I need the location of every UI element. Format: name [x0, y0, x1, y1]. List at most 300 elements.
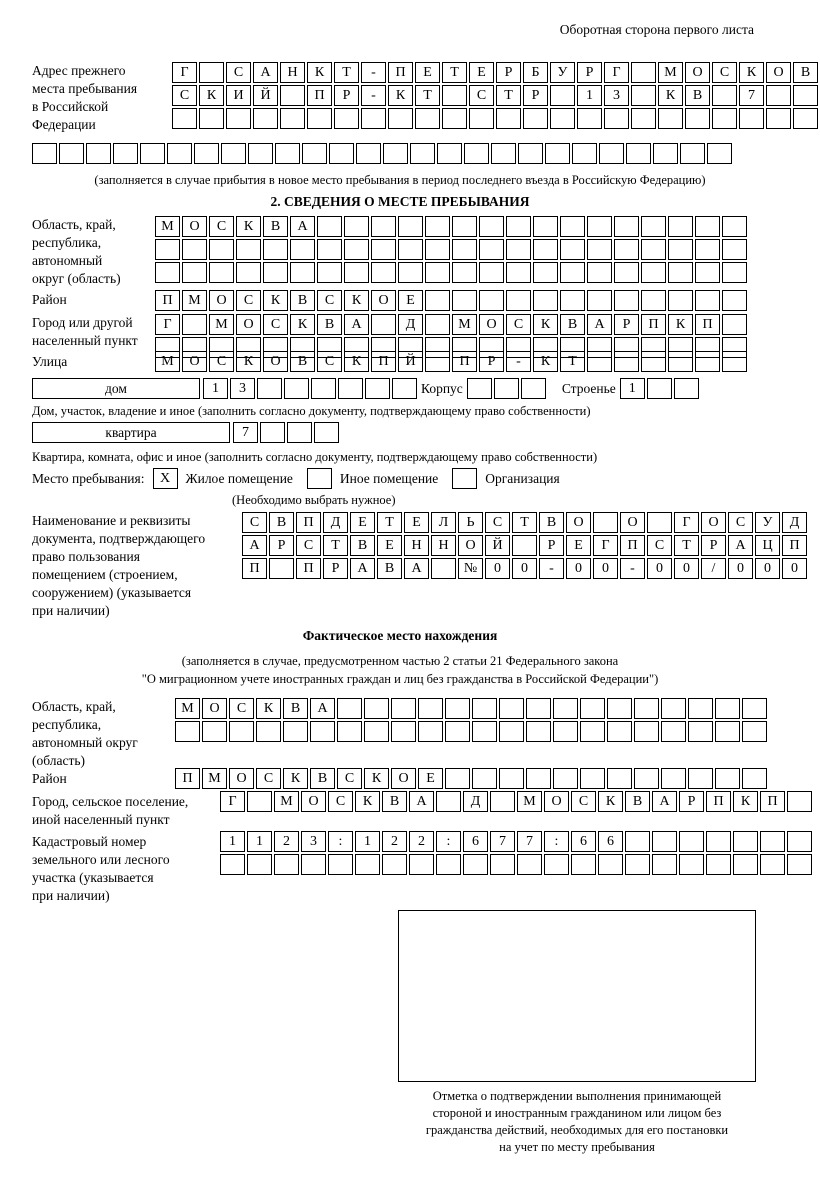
- document-cell[interactable]: Е: [350, 512, 375, 533]
- actual-region-cell[interactable]: [688, 698, 713, 719]
- actual-district-cell[interactable]: [553, 768, 578, 789]
- region-cell[interactable]: [182, 239, 207, 260]
- actual-region-cell[interactable]: [742, 698, 767, 719]
- city-cell[interactable]: С: [263, 314, 288, 335]
- prev-address-cell[interactable]: [442, 108, 467, 129]
- prev-address-cell[interactable]: [550, 85, 575, 106]
- prev-address-cell[interactable]: К: [739, 62, 764, 83]
- actual-region-cell[interactable]: [310, 721, 335, 742]
- prev-address-cell[interactable]: [631, 108, 656, 129]
- prev-address-cell[interactable]: [248, 143, 273, 164]
- prev-address-cell[interactable]: [658, 108, 683, 129]
- document-cell[interactable]: О: [566, 512, 591, 533]
- city-cell[interactable]: [722, 314, 747, 335]
- actual-district-cell[interactable]: [688, 768, 713, 789]
- cadastre-cell[interactable]: [706, 831, 731, 852]
- region-cell[interactable]: [722, 216, 747, 237]
- prev-address-cell[interactable]: [302, 143, 327, 164]
- cadastre-cell[interactable]: 2: [274, 831, 299, 852]
- actual-district-cell[interactable]: [499, 768, 524, 789]
- document-cell[interactable]: А: [728, 535, 753, 556]
- cadastre-cell[interactable]: [733, 854, 758, 875]
- street-cell[interactable]: О: [182, 351, 207, 372]
- prev-address-cell[interactable]: [545, 143, 570, 164]
- document-cell[interactable]: Д: [782, 512, 807, 533]
- actual-region-cell[interactable]: [175, 721, 200, 742]
- korpus-cell[interactable]: [494, 378, 519, 399]
- flat-line[interactable]: [32, 422, 341, 443]
- cadastre-cell[interactable]: 6: [463, 831, 488, 852]
- district-cell[interactable]: Е: [398, 290, 423, 311]
- actual-city-cell[interactable]: С: [328, 791, 353, 812]
- city-cell[interactable]: К: [290, 314, 315, 335]
- region-cell[interactable]: [560, 216, 585, 237]
- prev-address-cell[interactable]: [604, 108, 629, 129]
- cadastre-cell[interactable]: [760, 854, 785, 875]
- actual-region-cell[interactable]: [337, 721, 362, 742]
- district-cell[interactable]: [425, 290, 450, 311]
- city-cell[interactable]: А: [344, 314, 369, 335]
- prev-address-cell[interactable]: П: [388, 62, 413, 83]
- city-cell[interactable]: П: [641, 314, 666, 335]
- street-cell[interactable]: О: [263, 351, 288, 372]
- street-cell[interactable]: П: [452, 351, 477, 372]
- actual-city-cell[interactable]: С: [571, 791, 596, 812]
- document-cell[interactable]: [593, 512, 618, 533]
- actual-region-cell[interactable]: [742, 721, 767, 742]
- cadastre-cell[interactable]: :: [328, 831, 353, 852]
- actual-region-cell[interactable]: [418, 721, 443, 742]
- prev-address-cell[interactable]: [415, 108, 440, 129]
- actual-region-cell[interactable]: [607, 698, 632, 719]
- city-cell[interactable]: О: [236, 314, 261, 335]
- cadastre-cell[interactable]: 1: [247, 831, 272, 852]
- region-cell[interactable]: [695, 216, 720, 237]
- stamp-box[interactable]: [398, 910, 756, 1082]
- checkbox-organizaciya[interactable]: [452, 468, 477, 489]
- region-cell[interactable]: [479, 216, 504, 237]
- region-cell[interactable]: [587, 239, 612, 260]
- flat-cell[interactable]: [260, 422, 285, 443]
- house-cell[interactable]: [338, 378, 363, 399]
- prev-address-cell[interactable]: [572, 143, 597, 164]
- actual-city-cell[interactable]: [490, 791, 515, 812]
- region-cell[interactable]: [479, 239, 504, 260]
- prev-address-cell[interactable]: [739, 108, 764, 129]
- district-cell[interactable]: К: [344, 290, 369, 311]
- region-cell[interactable]: [668, 262, 693, 283]
- house-cell[interactable]: 3: [230, 378, 255, 399]
- actual-region-cell[interactable]: О: [202, 698, 227, 719]
- prev-address-cell[interactable]: [577, 108, 602, 129]
- district-cell[interactable]: П: [155, 290, 180, 311]
- cadastre-cell[interactable]: [409, 854, 434, 875]
- prev-address-cell[interactable]: [464, 143, 489, 164]
- prev-address-cell[interactable]: [496, 108, 521, 129]
- region-cell[interactable]: [479, 262, 504, 283]
- actual-region-cell[interactable]: [229, 721, 254, 742]
- document-cell[interactable]: Е: [377, 535, 402, 556]
- city-cell[interactable]: М: [452, 314, 477, 335]
- document-cell[interactable]: П: [296, 512, 321, 533]
- actual-district-cell[interactable]: [607, 768, 632, 789]
- city-cell[interactable]: О: [479, 314, 504, 335]
- house-line[interactable]: [32, 378, 701, 399]
- actual-region-cell[interactable]: [472, 698, 497, 719]
- document-cell[interactable]: /: [701, 558, 726, 579]
- document-cell[interactable]: Л: [431, 512, 456, 533]
- actual-city-cell[interactable]: Р: [679, 791, 704, 812]
- district-cell[interactable]: [722, 290, 747, 311]
- stroenie-cells[interactable]: [620, 378, 701, 399]
- region-cell[interactable]: [452, 216, 477, 237]
- checkbox-inoe[interactable]: [307, 468, 332, 489]
- document-cell[interactable]: А: [350, 558, 375, 579]
- document-cell[interactable]: П: [620, 535, 645, 556]
- actual-city-cell[interactable]: В: [382, 791, 407, 812]
- actual-district-cell[interactable]: [526, 768, 551, 789]
- cadastre-cell[interactable]: [247, 854, 272, 875]
- actual-city-cell[interactable]: [436, 791, 461, 812]
- city-cell[interactable]: [425, 314, 450, 335]
- region-cells[interactable]: [155, 216, 749, 285]
- cadastre-cell[interactable]: 7: [517, 831, 542, 852]
- district-cell[interactable]: К: [263, 290, 288, 311]
- actual-region-cell[interactable]: [445, 721, 470, 742]
- document-cell[interactable]: С: [485, 512, 510, 533]
- street-cell[interactable]: Р: [479, 351, 504, 372]
- region-cell[interactable]: [641, 262, 666, 283]
- region-cell[interactable]: [236, 262, 261, 283]
- street-cell[interactable]: М: [155, 351, 180, 372]
- city-cell[interactable]: [371, 314, 396, 335]
- cadastre-cell[interactable]: [706, 854, 731, 875]
- prev-address-cell[interactable]: [388, 108, 413, 129]
- region-cell[interactable]: [398, 239, 423, 260]
- document-cell[interactable]: А: [242, 535, 267, 556]
- document-cell[interactable]: Ь: [458, 512, 483, 533]
- actual-district-cell[interactable]: К: [283, 768, 308, 789]
- cadastre-cell[interactable]: [598, 854, 623, 875]
- actual-region-cell[interactable]: С: [229, 698, 254, 719]
- prev-address-cell[interactable]: С: [712, 62, 737, 83]
- document-cell[interactable]: Г: [593, 535, 618, 556]
- actual-region-cell[interactable]: [553, 721, 578, 742]
- street-cell[interactable]: [695, 351, 720, 372]
- document-cell[interactable]: 0: [485, 558, 510, 579]
- actual-district-cell[interactable]: К: [364, 768, 389, 789]
- street-cell[interactable]: [668, 351, 693, 372]
- document-cell[interactable]: №: [458, 558, 483, 579]
- prev-address-cell[interactable]: [199, 108, 224, 129]
- region-cell[interactable]: [236, 239, 261, 260]
- actual-district-cell[interactable]: [634, 768, 659, 789]
- actual-region-cell[interactable]: А: [310, 698, 335, 719]
- document-cell[interactable]: Т: [377, 512, 402, 533]
- region-cell[interactable]: [506, 216, 531, 237]
- region-cell[interactable]: [263, 262, 288, 283]
- prev-address-cell[interactable]: [307, 108, 332, 129]
- document-cell[interactable]: П: [242, 558, 267, 579]
- house-cell[interactable]: [365, 378, 390, 399]
- document-cell[interactable]: П: [296, 558, 321, 579]
- cadastre-cell[interactable]: 1: [355, 831, 380, 852]
- cadastre-cell[interactable]: [652, 831, 677, 852]
- prev-address-cell[interactable]: [442, 85, 467, 106]
- prev-address-cell[interactable]: [253, 108, 278, 129]
- prev-address-cell[interactable]: [383, 143, 408, 164]
- document-cell[interactable]: 0: [728, 558, 753, 579]
- city-cell[interactable]: Р: [614, 314, 639, 335]
- actual-district-cell[interactable]: О: [391, 768, 416, 789]
- district-cell[interactable]: [533, 290, 558, 311]
- actual-city-cell[interactable]: [787, 791, 812, 812]
- region-cell[interactable]: [317, 262, 342, 283]
- street-cells[interactable]: [155, 351, 749, 372]
- cadastre-cell[interactable]: 6: [598, 831, 623, 852]
- actual-region-cell[interactable]: [634, 698, 659, 719]
- prev-address-cell[interactable]: [226, 108, 251, 129]
- actual-region-cell[interactable]: [499, 698, 524, 719]
- region-cell[interactable]: [695, 262, 720, 283]
- flat-cell[interactable]: [287, 422, 312, 443]
- cadastre-cell[interactable]: [382, 854, 407, 875]
- prev-address-cell[interactable]: С: [226, 62, 251, 83]
- district-cells[interactable]: [155, 290, 749, 311]
- district-cell[interactable]: [641, 290, 666, 311]
- prev-address-cell[interactable]: Р: [523, 85, 548, 106]
- actual-district-cell[interactable]: Е: [418, 768, 443, 789]
- prev-address-cell[interactable]: -: [361, 85, 386, 106]
- region-cell[interactable]: [533, 262, 558, 283]
- place-type-row[interactable]: [32, 468, 560, 489]
- city-cell[interactable]: М: [209, 314, 234, 335]
- document-cell[interactable]: 0: [674, 558, 699, 579]
- region-cell[interactable]: [695, 239, 720, 260]
- region-cell[interactable]: О: [182, 216, 207, 237]
- house-cells[interactable]: [203, 378, 419, 399]
- prev-address-cell[interactable]: [491, 143, 516, 164]
- actual-region-cell[interactable]: [580, 721, 605, 742]
- document-cell[interactable]: Р: [323, 558, 348, 579]
- prev-address-cell[interactable]: [140, 143, 165, 164]
- prev-address-cell[interactable]: С: [469, 85, 494, 106]
- prev-address-cell[interactable]: Т: [334, 62, 359, 83]
- actual-region-cell[interactable]: [256, 721, 281, 742]
- region-cell[interactable]: [209, 239, 234, 260]
- actual-region-cell[interactable]: [445, 698, 470, 719]
- prev-address-cell[interactable]: Р: [577, 62, 602, 83]
- district-cell[interactable]: В: [290, 290, 315, 311]
- cadastre-cell[interactable]: [490, 854, 515, 875]
- document-cell[interactable]: А: [404, 558, 429, 579]
- actual-region-cell[interactable]: [499, 721, 524, 742]
- cadastre-cell[interactable]: [679, 854, 704, 875]
- prev-address-row-4[interactable]: [32, 143, 734, 164]
- prev-address-cell[interactable]: [275, 143, 300, 164]
- city-cell[interactable]: Д: [398, 314, 423, 335]
- document-cell[interactable]: В: [377, 558, 402, 579]
- prev-address-cell[interactable]: [685, 108, 710, 129]
- prev-address-cell[interactable]: К: [658, 85, 683, 106]
- district-cell[interactable]: [452, 290, 477, 311]
- prev-address-cell[interactable]: Т: [415, 85, 440, 106]
- cadastre-cell[interactable]: [517, 854, 542, 875]
- region-cell[interactable]: [290, 262, 315, 283]
- region-cell[interactable]: [344, 216, 369, 237]
- cadastre-cell[interactable]: [652, 854, 677, 875]
- prev-address-cell[interactable]: К: [199, 85, 224, 106]
- prev-address-cell[interactable]: У: [550, 62, 575, 83]
- region-cell[interactable]: [668, 239, 693, 260]
- prev-address-cell[interactable]: [172, 108, 197, 129]
- cadastre-cell[interactable]: 6: [571, 831, 596, 852]
- prev-address-cell[interactable]: [194, 143, 219, 164]
- cadastre-cell[interactable]: 3: [301, 831, 326, 852]
- actual-region-cell[interactable]: М: [175, 698, 200, 719]
- cadastre-cell[interactable]: [733, 831, 758, 852]
- region-cell[interactable]: С: [209, 216, 234, 237]
- document-cell[interactable]: Н: [431, 535, 456, 556]
- prev-address-cell[interactable]: Е: [415, 62, 440, 83]
- actual-district-cell[interactable]: [580, 768, 605, 789]
- district-cell[interactable]: [479, 290, 504, 311]
- region-cell[interactable]: [344, 239, 369, 260]
- prev-address-cell[interactable]: Й: [253, 85, 278, 106]
- prev-address-cell[interactable]: [356, 143, 381, 164]
- prev-address-cell[interactable]: М: [658, 62, 683, 83]
- city-cell[interactable]: А: [587, 314, 612, 335]
- prev-address-cell[interactable]: В: [685, 85, 710, 106]
- actual-region-cell[interactable]: [607, 721, 632, 742]
- actual-city-cell[interactable]: В: [625, 791, 650, 812]
- cadastre-cell[interactable]: 7: [490, 831, 515, 852]
- district-cell[interactable]: [614, 290, 639, 311]
- stroenie-cell[interactable]: [647, 378, 672, 399]
- district-cell[interactable]: С: [317, 290, 342, 311]
- prev-address-cell[interactable]: Г: [604, 62, 629, 83]
- actual-city-cell[interactable]: К: [598, 791, 623, 812]
- prev-address-cell[interactable]: [437, 143, 462, 164]
- document-cells[interactable]: [242, 512, 809, 581]
- document-cell[interactable]: Е: [566, 535, 591, 556]
- actual-district-cell[interactable]: О: [229, 768, 254, 789]
- actual-region-cell[interactable]: [715, 698, 740, 719]
- cadastre-cell[interactable]: 2: [409, 831, 434, 852]
- district-cell[interactable]: [695, 290, 720, 311]
- actual-region-cell[interactable]: [688, 721, 713, 742]
- region-cell[interactable]: К: [236, 216, 261, 237]
- actual-district-cell[interactable]: [742, 768, 767, 789]
- street-cell[interactable]: [614, 351, 639, 372]
- region-cell[interactable]: А: [290, 216, 315, 237]
- actual-city-cell[interactable]: М: [517, 791, 542, 812]
- document-cell[interactable]: 0: [755, 558, 780, 579]
- actual-region-cell[interactable]: [391, 721, 416, 742]
- document-cell[interactable]: У: [755, 512, 780, 533]
- cadastre-cell[interactable]: [301, 854, 326, 875]
- actual-region-cell[interactable]: [337, 698, 362, 719]
- street-cell[interactable]: К: [533, 351, 558, 372]
- region-cell[interactable]: [641, 239, 666, 260]
- city-cell[interactable]: К: [668, 314, 693, 335]
- actual-district-cell[interactable]: [445, 768, 470, 789]
- district-cell[interactable]: [587, 290, 612, 311]
- street-cell[interactable]: [587, 351, 612, 372]
- document-cell[interactable]: Т: [512, 512, 537, 533]
- district-cell[interactable]: [560, 290, 585, 311]
- prev-address-cell[interactable]: [59, 143, 84, 164]
- street-cell[interactable]: [425, 351, 450, 372]
- actual-district-cell[interactable]: М: [202, 768, 227, 789]
- prev-address-cell[interactable]: [523, 108, 548, 129]
- actual-city-cell[interactable]: П: [706, 791, 731, 812]
- actual-district-cell[interactable]: [715, 768, 740, 789]
- prev-address-cell[interactable]: О: [766, 62, 791, 83]
- cadastre-cells[interactable]: [220, 831, 814, 877]
- region-cell[interactable]: [533, 216, 558, 237]
- prev-address-cells[interactable]: [172, 62, 820, 131]
- prev-address-cell[interactable]: [712, 108, 737, 129]
- region-cell[interactable]: [614, 262, 639, 283]
- checkbox-zhiloe[interactable]: Х: [153, 468, 178, 489]
- document-cell[interactable]: [512, 535, 537, 556]
- actual-region-cells[interactable]: [175, 698, 769, 744]
- cadastre-cell[interactable]: [787, 831, 812, 852]
- cadastre-cell[interactable]: :: [436, 831, 461, 852]
- actual-city-cell[interactable]: Д: [463, 791, 488, 812]
- actual-region-cell[interactable]: [391, 698, 416, 719]
- document-cell[interactable]: Г: [674, 512, 699, 533]
- region-cell[interactable]: [506, 239, 531, 260]
- prev-address-cell[interactable]: 3: [604, 85, 629, 106]
- house-cell[interactable]: [257, 378, 282, 399]
- cadastre-cell[interactable]: 2: [382, 831, 407, 852]
- region-cell[interactable]: [371, 262, 396, 283]
- prev-address-cell[interactable]: [280, 108, 305, 129]
- document-cell[interactable]: Й: [485, 535, 510, 556]
- document-cell[interactable]: Ц: [755, 535, 780, 556]
- document-cell[interactable]: С: [647, 535, 672, 556]
- cadastre-cell[interactable]: [544, 854, 569, 875]
- region-cell[interactable]: [533, 239, 558, 260]
- cadastre-cell[interactable]: [760, 831, 785, 852]
- region-cell[interactable]: [344, 262, 369, 283]
- actual-city-cell[interactable]: К: [733, 791, 758, 812]
- document-cell[interactable]: В: [269, 512, 294, 533]
- actual-district-cell[interactable]: С: [256, 768, 281, 789]
- actual-region-cell[interactable]: [364, 698, 389, 719]
- document-cell[interactable]: О: [458, 535, 483, 556]
- city-cell[interactable]: [182, 314, 207, 335]
- document-cell[interactable]: Р: [539, 535, 564, 556]
- cadastre-cell[interactable]: 1: [220, 831, 245, 852]
- actual-city-cell[interactable]: [247, 791, 272, 812]
- region-cell[interactable]: [155, 262, 180, 283]
- actual-region-cell[interactable]: [364, 721, 389, 742]
- document-cell[interactable]: С: [296, 535, 321, 556]
- street-cell[interactable]: [722, 351, 747, 372]
- street-cell[interactable]: Т: [560, 351, 585, 372]
- city-cell[interactable]: В: [560, 314, 585, 335]
- korpus-cell[interactable]: [521, 378, 546, 399]
- actual-region-cell[interactable]: [661, 698, 686, 719]
- korpus-cell[interactable]: [467, 378, 492, 399]
- prev-address-cell[interactable]: Р: [496, 62, 521, 83]
- document-cell[interactable]: 0: [566, 558, 591, 579]
- actual-region-cell[interactable]: [634, 721, 659, 742]
- house-cell[interactable]: [392, 378, 417, 399]
